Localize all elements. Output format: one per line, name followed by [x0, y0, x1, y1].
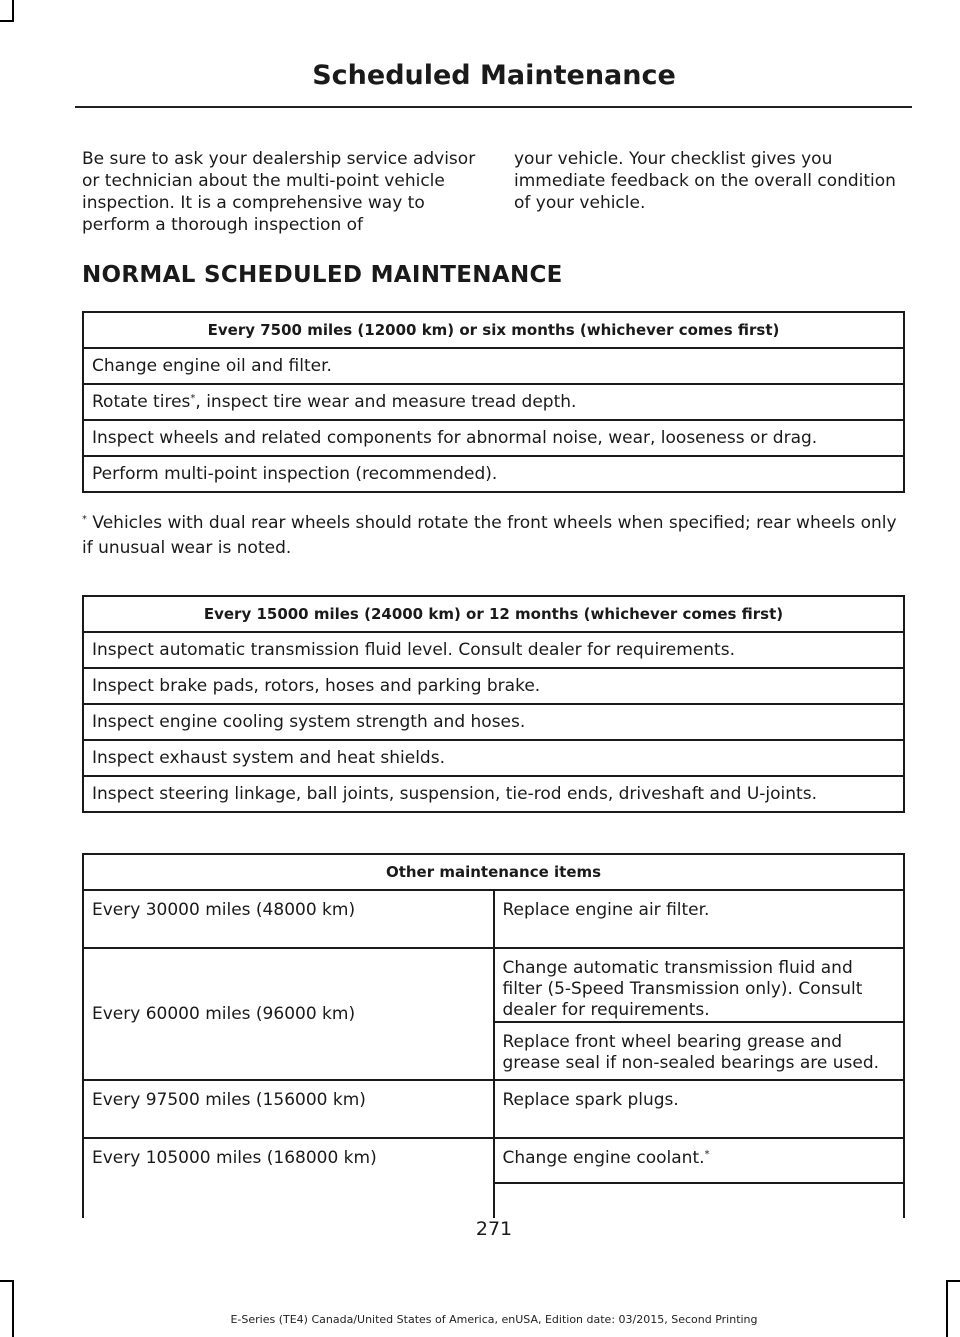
- crop-mark: [12, 0, 14, 22]
- crop-mark: [946, 1280, 948, 1337]
- maintenance-table-15000: [82, 595, 905, 813]
- item-cell: Replace spark plugs.: [494, 1080, 905, 1138]
- item-cell: Replace engine air filter.: [494, 890, 905, 948]
- table-header: Other maintenance items: [83, 854, 904, 890]
- item-cell: [494, 1138, 905, 1183]
- table-row: Change engine oil and filter.: [83, 348, 904, 384]
- interval-cell: Every 30000 miles (48000 km): [83, 890, 494, 948]
- table-row: Inspect wheels and related components for abnormal noise, wear, looseness or drag.: [83, 420, 904, 456]
- coolant-text: Change engine coolant.: [502, 1148, 705, 1168]
- table-row: Inspect automatic transmission fluid level. Consult dealer for requirements.: [83, 632, 904, 668]
- interval-cell: Every 105000 miles (168000 km): [83, 1138, 494, 1218]
- other-maintenance-table: [82, 853, 905, 1218]
- intro-left-column: Be sure to ask your dealership service advisor or technician about the multi-point vehicle inspection. It is a comprehensive way to perform a thorough inspection of: [82, 149, 476, 235]
- crop-mark: [12, 1280, 14, 1337]
- rotate-tires-text: Rotate tires: [92, 391, 191, 412]
- table-row: [83, 384, 904, 420]
- footnote-text: Vehicles with dual rear wheels should rotate the front wheels when specified; rear wheels only if unusual wear is noted.: [82, 513, 897, 558]
- header-divider: [75, 106, 912, 108]
- item-cell: Replace front wheel bearing grease and grease seal if non-sealed bearings are used.: [494, 1022, 905, 1080]
- item-cell: Change automatic transmission fluid and filter (5-Speed Transmission only). Consult dealer for requirements.: [494, 948, 905, 1022]
- rotate-tires-suffix: , inspect tire wear and measure tread depth.: [195, 391, 577, 412]
- footnote-marker: *: [82, 514, 87, 525]
- intro-right-column: your vehicle. Your checklist gives you immediate feedback on the overall condition of your vehicle.: [514, 149, 896, 213]
- crop-mark: [0, 20, 14, 22]
- table-row: Inspect engine cooling system strength and hoses.: [83, 704, 904, 740]
- maintenance-table-7500: [82, 311, 905, 493]
- interval-cell: Every 60000 miles (96000 km): [83, 948, 494, 1080]
- section-heading: NORMAL SCHEDULED MAINTENANCE: [82, 262, 563, 288]
- footnote-marker: *: [190, 392, 196, 404]
- page-number: 271: [475, 1218, 513, 1240]
- footnote: [82, 511, 908, 561]
- crop-mark: [946, 1280, 960, 1282]
- table-row: Inspect brake pads, rotors, hoses and parking brake.: [83, 668, 904, 704]
- table-row: Perform multi-point inspection (recommended).: [83, 456, 904, 492]
- item-cell: [494, 1183, 905, 1218]
- table-row: Inspect steering linkage, ball joints, suspension, tie-rod ends, driveshaft and U-joints.: [83, 776, 904, 812]
- page-header-title: Scheduled Maintenance: [312, 60, 676, 91]
- crop-mark: [0, 1280, 14, 1282]
- table-header: Every 15000 miles (24000 km) or 12 months (whichever comes first): [83, 596, 904, 632]
- table-header: Every 7500 miles (12000 km) or six months (whichever comes first): [83, 312, 904, 348]
- page-footer: E-Series (TE4) Canada/United States of America, enUSA, Edition date: 03/2015, Second Printing: [230, 1313, 758, 1326]
- footnote-marker: *: [704, 1149, 710, 1160]
- interval-cell: Every 97500 miles (156000 km): [83, 1080, 494, 1138]
- table-row: Inspect exhaust system and heat shields.: [83, 740, 904, 776]
